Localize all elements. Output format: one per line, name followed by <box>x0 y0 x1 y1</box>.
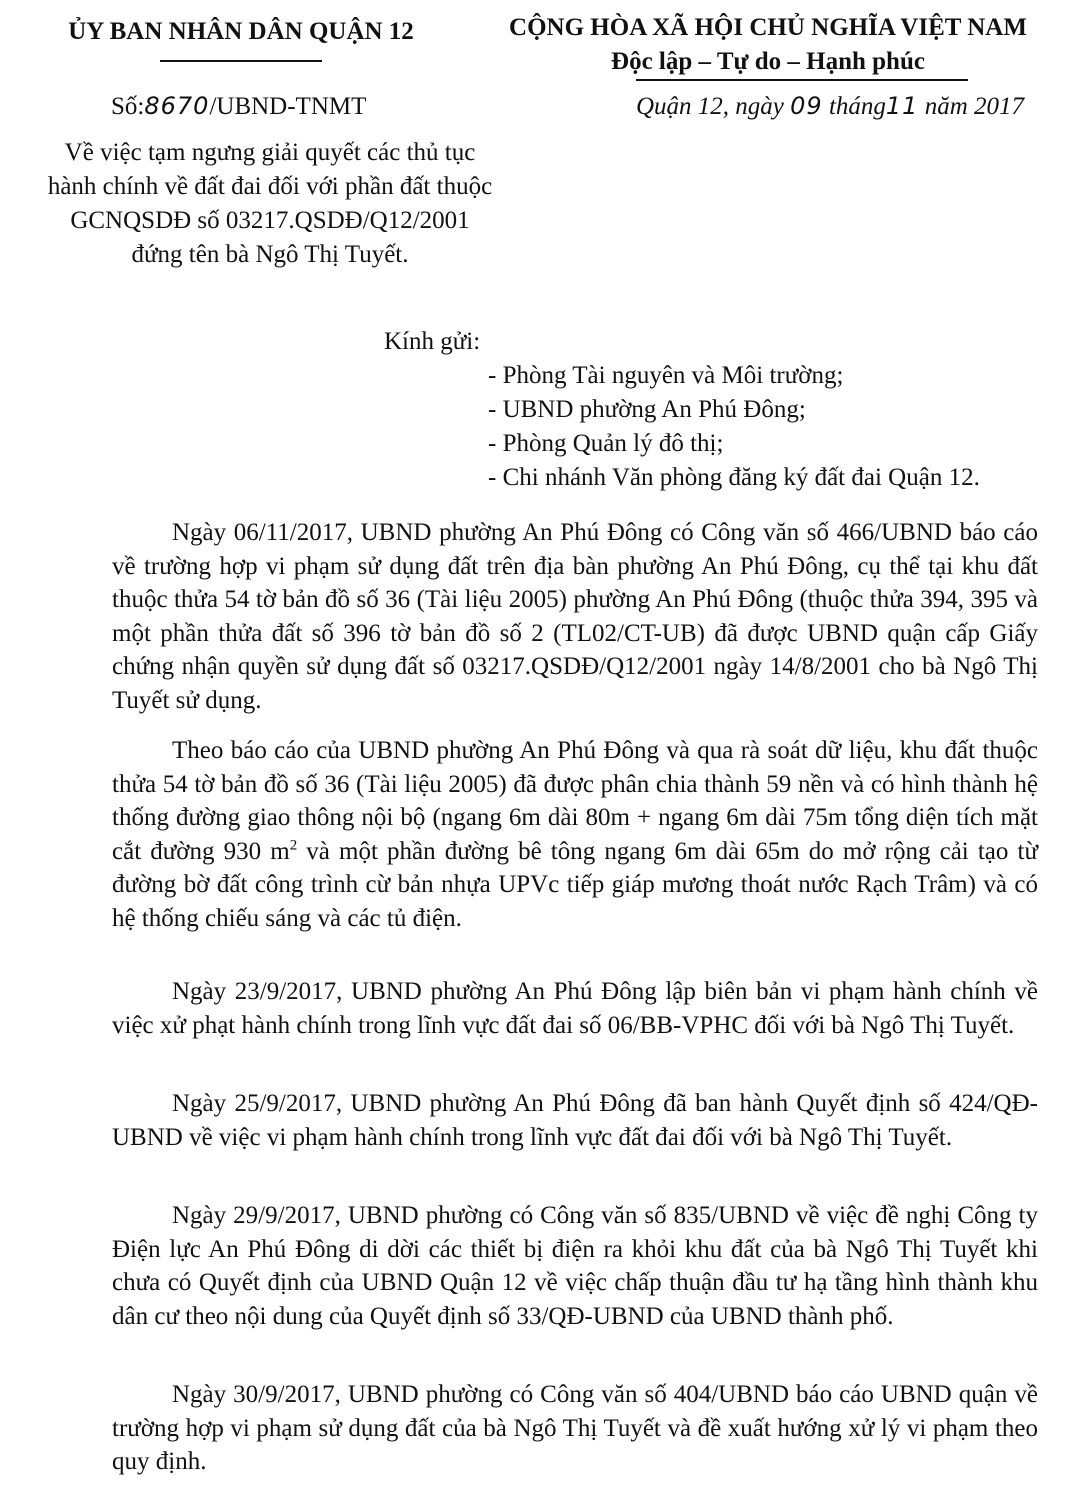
recipient-item: - UBND phường An Phú Đông; <box>488 396 806 423</box>
date-year: năm 2017 <box>924 93 1025 120</box>
handwritten-day: 09 <box>790 92 823 120</box>
motto-underline <box>636 79 968 81</box>
body-paragraph: Ngày 30/9/2017, UBND phường có Công văn số 404/UBND báo cáo UBND quận về trường hợp vi phạm sử dụng đất của bà Ngô Thị Tuyết và đề xuất hướng xử lý vi phạm theo quy định. <box>112 1381 1038 1475</box>
agency-underline <box>160 60 322 62</box>
document-number <box>111 92 366 121</box>
body-paragraph: Ngày 29/9/2017, UBND phường có Công văn số 835/UBND về việc đề nghị Công ty Điện lực An Phú Đông di dời các thiết bị điện ra khỏi khu đất của bà Ngô Thị Tuyết khi chưa có Quyết định của UBND Quận 12 về việc chấp thuận đầu tư hạ tầng hình thành khu dân cư theo nội dung của Quyết định số 33/QĐ-UBND của UBND thành phố. <box>112 1202 1038 1330</box>
date-month-label: tháng <box>828 93 886 120</box>
document-number-suffix: /UBND-TNMT <box>209 93 367 120</box>
handwritten-month: 11 <box>885 92 919 120</box>
agency-name: ỦY BAN NHÂN DÂN QUẬN 12 <box>68 18 414 45</box>
recipients-label: Kính gửi: <box>384 328 481 355</box>
body-paragraph: Ngày 25/9/2017, UBND phường An Phú Đông đã ban hành Quyết định số 424/QĐ-UBND về việc vi phạm hành chính trong lĩnh vực đất đai đối với bà Ngô Thị Tuyết. <box>112 1090 1038 1151</box>
subject-line: GCNQSDĐ số 03217.QSDĐ/Q12/2001 <box>70 207 470 234</box>
subject-line: hành chính về đất đai đối với phần đất thuộc <box>47 173 493 200</box>
subject-line: đứng tên bà Ngô Thị Tuyết. <box>131 241 409 268</box>
recipient-item: - Phòng Quản lý đô thị; <box>488 430 724 457</box>
document-number-prefix: Số: <box>111 93 145 120</box>
handwritten-number: 8670 <box>144 92 210 120</box>
subject-line: Về việc tạm ngưng giải quyết các thủ tục <box>64 139 476 166</box>
subject-block <box>28 136 512 272</box>
issue-date <box>636 92 1024 121</box>
superscript: 2 <box>289 837 298 854</box>
national-motto: Độc lập – Tự do – Hạnh phúc <box>611 48 925 75</box>
paragraph-text: và một phần đường bê tông ngang 6m dài 65m do mở rộng cải tạo từ đường bờ đất công trình cừ bản nhựa UPVc tiếp giáp mương thoát nước Rạch Trâm) và có hệ thống chiếu sáng và các tủ điện. <box>112 837 1039 932</box>
recipient-item: - Phòng Tài nguyên và Môi trường; <box>488 362 844 389</box>
body-paragraph <box>112 734 1038 935</box>
body-paragraph: Ngày 06/11/2017, UBND phường An Phú Đông có Công văn số 466/UBND báo cáo về trường hợp vi phạm sử dụng đất trên địa bàn phường An Phú Đông, cụ thể tại khu đất thuộc thửa 54 tờ bản đồ số 36 (Tài liệu 2005) phường An Phú Đông (thuộc thửa 394, 395 và một phần thửa đất số 396 tờ bản đồ số 2 (TL02/CT-UB) đã được UBND quận cấp Giấy chứng nhận quyền sử dụng đất số 03217.QSDĐ/Q12/2001 ngày 14/8/2001 cho bà Ngô Thị Tuyết sử dụng. <box>112 519 1038 714</box>
body-paragraph: Ngày 23/9/2017, UBND phường An Phú Đông lập biên bản vi phạm hành chính về việc xử phạt hành chính trong lĩnh vực đất đai số 06/BB-VPHC đối với bà Ngô Thị Tuyết. <box>112 978 1038 1039</box>
paragraph-text: Theo báo cáo của UBND phường An Phú Đông và qua rà soát dữ liệu, khu đất thuộc thửa 54 tờ bản đồ số 36 (Tài liệu 2005) đã được phân chia thành 59 nền và có hình thành hệ thống đường giao thông nội bộ (ngang 6m dài 80m + ngang 6m dài 75m tổng diện tích mặt cắt đường 930 m <box>112 737 1038 865</box>
recipient-item: - Chi nhánh Văn phòng đăng ký đất đai Quận 12. <box>488 464 980 491</box>
date-prefix: Quận 12, ngày <box>636 93 784 120</box>
country-name: CỘNG HÒA XÃ HỘI CHỦ NGHĨA VIỆT NAM <box>509 14 1027 41</box>
